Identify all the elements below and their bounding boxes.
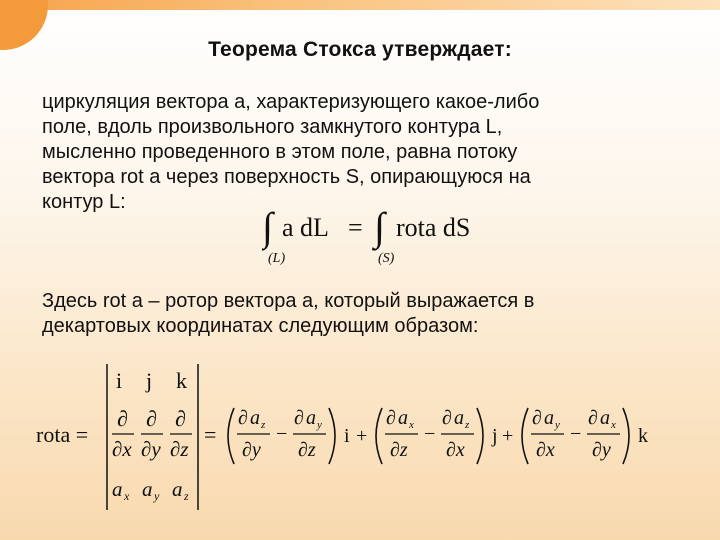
det-partial: ∂ xyxy=(117,406,128,431)
num-sub: y xyxy=(555,419,560,431)
num-partial: ∂ xyxy=(588,407,598,429)
left-subscript: (L) xyxy=(268,251,286,266)
equals-sign: = xyxy=(204,422,217,447)
minus-sign: − xyxy=(276,423,288,445)
num-a: a xyxy=(250,407,260,429)
paren-right xyxy=(623,408,629,464)
paragraph-line: декартовых координатах следующим образом: xyxy=(42,315,479,337)
det-ay: a xyxy=(142,477,153,501)
det-partial: ∂ xyxy=(175,406,186,431)
den: ∂z xyxy=(390,439,408,461)
num-a: a xyxy=(600,407,610,429)
curl-term-k xyxy=(522,407,648,464)
num-a: a xyxy=(544,407,554,429)
paragraph-line: циркуляция вектора a, характеризующего какое-либо xyxy=(42,91,540,113)
num-a: a xyxy=(398,407,408,429)
det-partial: ∂ xyxy=(146,406,157,431)
rota-lhs: rota = xyxy=(36,422,89,447)
paragraph-line: поле, вдоль произвольного замкнутого контура L, xyxy=(42,116,503,138)
paren-left xyxy=(228,408,234,464)
rotor-intro-paragraph xyxy=(42,289,682,339)
right-integrand: rota dS xyxy=(396,213,471,242)
paren-left xyxy=(522,408,528,464)
curl-term-j xyxy=(376,407,498,464)
num-a: a xyxy=(306,407,316,429)
equals-sign: = xyxy=(348,213,363,242)
det-ax-sub: x xyxy=(124,489,130,503)
plus-sign: + xyxy=(502,425,514,447)
unit-k: k xyxy=(176,368,187,393)
curl-formula xyxy=(36,360,676,520)
unit-vector: k xyxy=(638,425,648,447)
paragraph-line: контур L: xyxy=(42,191,126,213)
paren-right xyxy=(477,408,483,464)
plus-sign: + xyxy=(356,425,368,447)
stokes-statement-paragraph xyxy=(42,90,682,215)
num-partial: ∂ xyxy=(386,407,396,429)
paren-right xyxy=(329,408,335,464)
num-partial: ∂ xyxy=(532,407,542,429)
num-sub: x xyxy=(611,419,616,431)
unit-vector: j xyxy=(492,425,498,447)
paragraph-line: вектора rot a через поверхность S, опирающуюся на xyxy=(42,166,531,188)
unit-vector: i xyxy=(344,425,350,447)
integral-sign-left: ∫ xyxy=(262,204,273,249)
top-decorative-band xyxy=(0,0,720,10)
num-sub: z xyxy=(261,419,266,431)
den: ∂y xyxy=(242,439,261,461)
paragraph-line: Здесь rot a – ротор вектора a, который выражается в xyxy=(42,290,535,312)
num-partial: ∂ xyxy=(294,407,304,429)
integral-sign-right: ∫ xyxy=(374,204,385,249)
stokes-formula xyxy=(262,204,502,268)
den: ∂z xyxy=(298,439,316,461)
num-sub: x xyxy=(409,419,414,431)
curl-term-i xyxy=(228,407,350,464)
slide-title: Теорема Стокса утверждает: xyxy=(208,38,512,61)
den: ∂y xyxy=(592,439,611,461)
paren-left xyxy=(376,408,382,464)
minus-sign: − xyxy=(424,423,436,445)
det-dy: ∂y xyxy=(141,437,161,461)
unit-j: j xyxy=(146,368,153,393)
num-sub: z xyxy=(465,419,470,431)
left-integrand: a dL xyxy=(282,213,329,242)
det-az: a xyxy=(172,477,183,501)
paragraph-line: мысленно проведенного в этом поле, равна потоку xyxy=(42,141,518,163)
det-dz: ∂z xyxy=(170,437,189,461)
num-partial: ∂ xyxy=(238,407,248,429)
den: ∂x xyxy=(536,439,555,461)
det-ax: a xyxy=(112,477,123,501)
det-az-sub: z xyxy=(184,489,189,503)
den: ∂x xyxy=(446,439,465,461)
num-a: a xyxy=(454,407,464,429)
num-partial: ∂ xyxy=(442,407,452,429)
right-subscript: (S) xyxy=(378,251,395,266)
det-dx: ∂x xyxy=(112,437,132,461)
unit-i: i xyxy=(116,368,123,393)
minus-sign: − xyxy=(570,423,582,445)
det-ay-sub: y xyxy=(154,489,160,503)
num-sub: y xyxy=(317,419,322,431)
